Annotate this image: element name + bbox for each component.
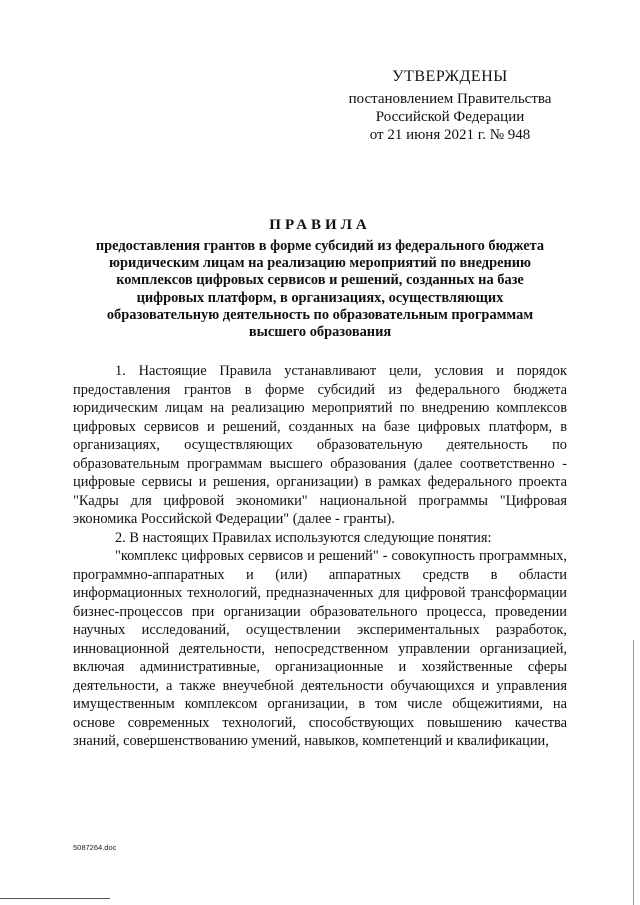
rules-subtitle: предоставления грантов в форме субсидий из федерального бюджета юридическим лицам на реализацию мероприятий по внедрению комплексов цифровых сервисов и решений, созданных на базе цифровых платформ, в организациях, осуществляющих образовательную деятельность по образовательным программам высшего образования: [95, 238, 545, 341]
paragraph-2: 2. В настоящих Правилах используются следующие понятия:: [115, 529, 492, 546]
approval-line-1: постановлением Правительства: [348, 91, 552, 107]
approval-line-3: от 21 июня 2021 г. № 948: [369, 127, 531, 143]
rules-title: ПРАВИЛА: [269, 217, 371, 233]
file-reference: 5087264.doc: [73, 843, 117, 852]
approval-block: [330, 68, 570, 144]
bottom-rule-line: [0, 898, 110, 899]
paragraph-1: 1. Настоящие Правила устанавливают цели, условия и порядок предоставления грантов в форме субсидий из федерального бюджета юридическим лицам на реализацию мероприятий по внедрению комплексов цифровых сервисов и решений, созданных на базе цифровых платформ, в организациях, осуществляющих образовательную деятельность по образовательным программам высшего образования (далее соответственно - цифровые сервисы и решения, организации) в рамках федерального проекта "Кадры для цифровой экономики" национальной программы "Цифровая экономика Российской Федерации" (далее - гранты).: [73, 363, 567, 527]
body-text: [73, 362, 567, 751]
approval-line-2: Российской Федерации: [375, 109, 525, 125]
scan-edge-line: [633, 640, 634, 905]
paragraph-3: "комплекс цифровых сервисов и решений" - совокупность программных, программно-аппаратных и (или) аппаратных средств в области информационных технологий, предназначенных для цифровой трансформации бизнес-процессов при организации образовательного процесса, проведении научных исследований, осуществлении экспериментальных разработок, инновационной деятельности, непосредственном управлении организацией, включая административные, организационные и хозяйственные сферы деятельности, а также внеучебной деятельности обучающихся и управления имущественным комплексом организации, в том числе общежитиями, на основе современных технологий, способствующих повышению качества знаний, совершенствованию умений, навыков, компетенций и квалификации,: [73, 548, 567, 749]
approval-title: УТВЕРЖДЕНЫ: [392, 68, 508, 85]
